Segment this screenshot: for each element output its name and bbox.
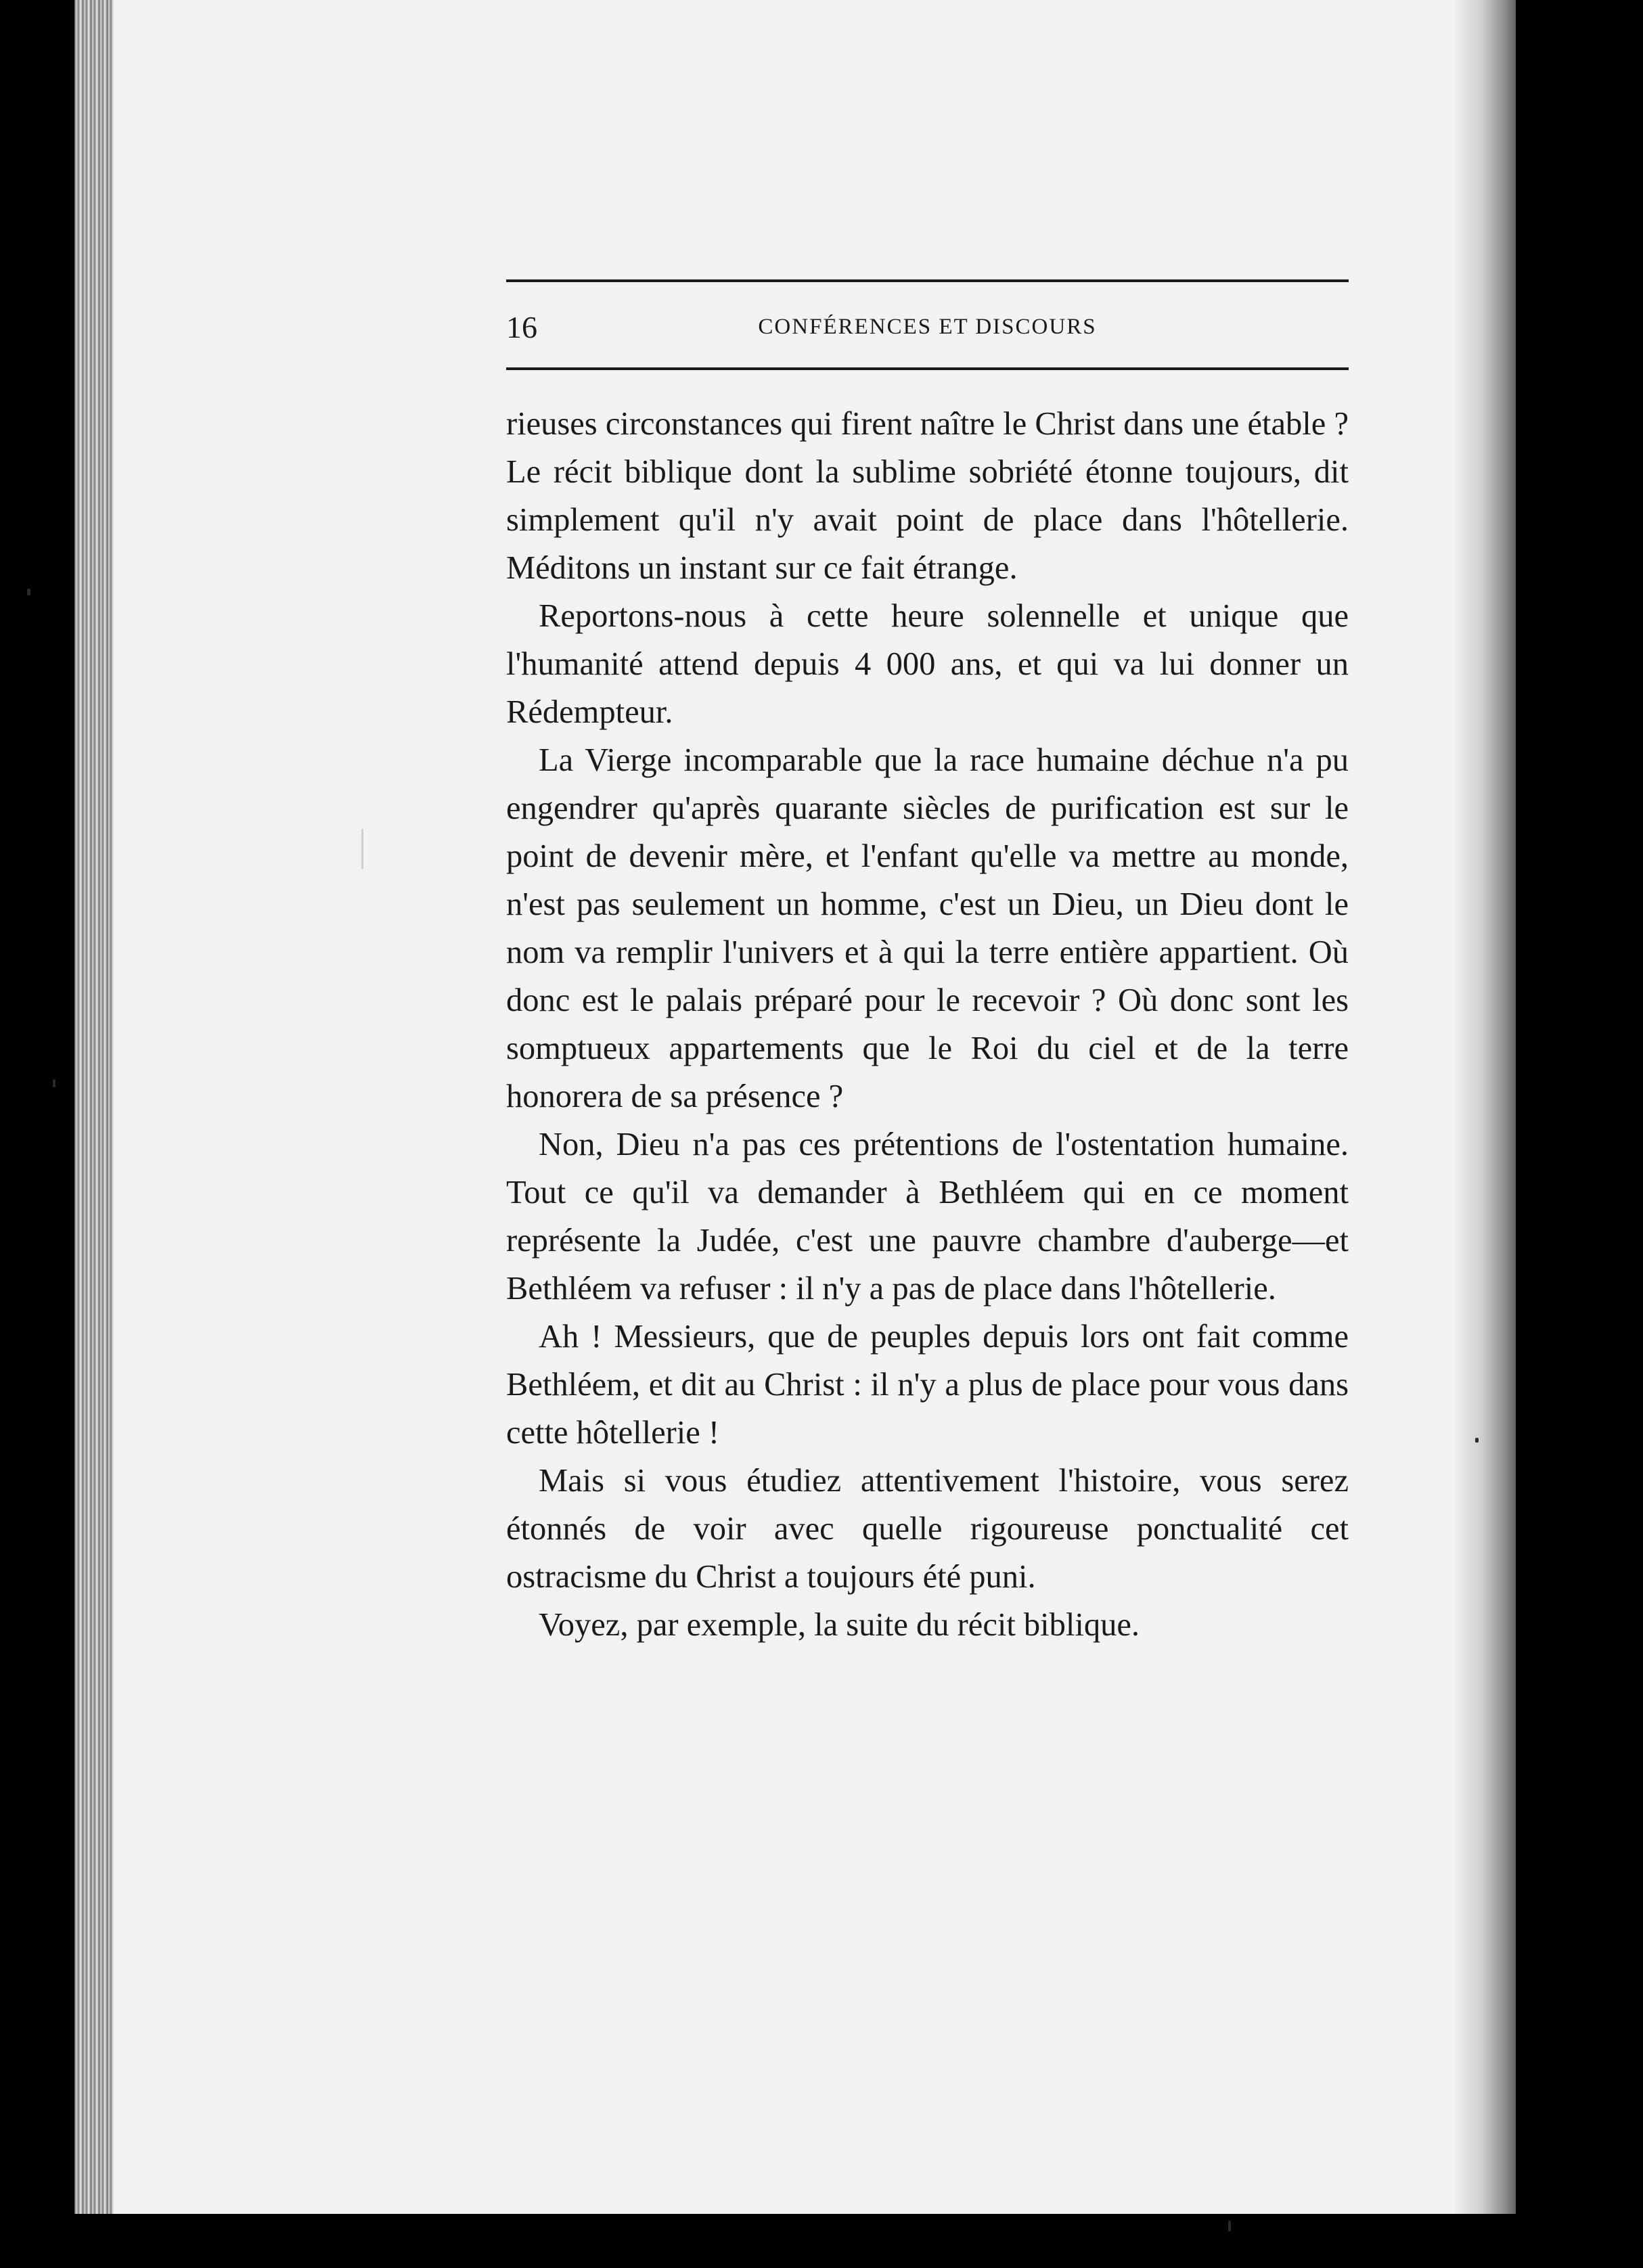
- scan-speck: [27, 589, 30, 595]
- page-edge-left: [74, 0, 115, 2214]
- paragraph-continued: rieuses circonstances qui firent naître le Christ dans une étable ? Le récit biblique dont la sublime sobriété étonne toujours, dit simplement qu'il n'y avait point de place dans l'hôtellerie. Méditons un instant sur ce fait étrange.: [506, 406, 1349, 586]
- scan-speck: [53, 1079, 55, 1087]
- scan-speck: [1228, 2221, 1231, 2231]
- book-spine-shadow: [1516, 0, 1643, 2268]
- paragraph: Non, Dieu n'a pas ces prétentions de l'ostentation humaine. Tout ce qu'il va demander à Bethléem qui en ce moment représente la Judée, c'est une pauvre chambre d'auberge—et Bethléem va refuser : il n'y a pas de place dans l'hôtellerie.: [506, 1127, 1349, 1307]
- scan-speck: [361, 829, 363, 869]
- body-text: [506, 400, 1349, 1649]
- paragraph: Mais si vous étudiez attentivement l'histoire, vous serez étonnés de voir avec quelle rigoureuse ponctualité cet ostracisme du Christ a toujours été puni.: [506, 1463, 1349, 1595]
- page-number: 16: [506, 310, 537, 344]
- page-content: [506, 279, 1349, 1649]
- paragraph: Voyez, par exemple, la suite du récit biblique.: [539, 1607, 1140, 1643]
- paragraph: Ah ! Messieurs, que de peuples depuis lors ont fait comme Bethléem, et dit au Christ : il n'y a plus de place pour vous dans cette hôtellerie !: [506, 1319, 1349, 1451]
- page-edge-right: [1455, 0, 1523, 2214]
- header-rule-bottom: [506, 367, 1349, 370]
- running-head: [506, 282, 1349, 367]
- paragraph: La Vierge incomparable que la race humaine déchue n'a pu engendrer qu'après quarante siècles de purification est sur le point de devenir mère, et l'enfant qu'elle va mettre au monde, n'est pas seulement un homme, c'est un Dieu, un Dieu dont le nom va remplir l'univers et à qui la terre entière appartient. Où donc est le palais préparé pour le recevoir ? Où donc sont les somptueux appartements que le Roi du ciel et de la terre honorera de sa présence ?: [506, 742, 1349, 1114]
- running-title: CONFÉRENCES ET DISCOURS: [758, 315, 1097, 339]
- paragraph: Reportons-nous à cette heure solennelle et unique que l'humanité attend depuis 4 000 ans, et qui va lui donner un Rédempteur.: [506, 598, 1349, 730]
- scan-speck: [1475, 1438, 1479, 1443]
